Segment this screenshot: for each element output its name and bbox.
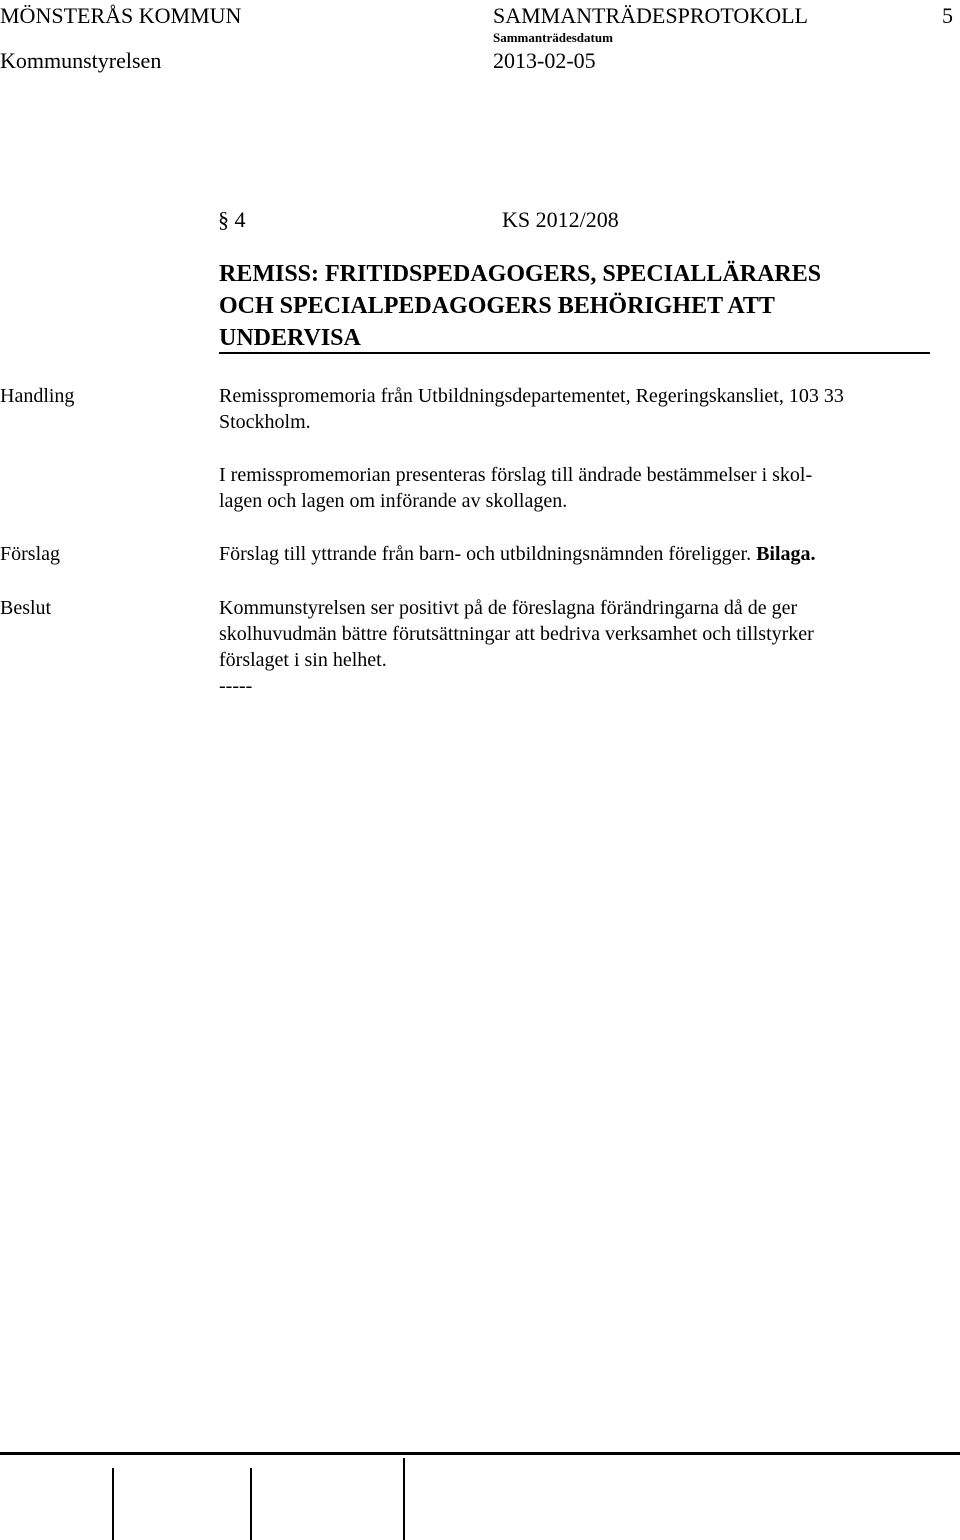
case-number: KS 2012/208: [502, 207, 619, 232]
end-marker: -----: [219, 675, 253, 697]
title-line-3: UNDERVISA: [219, 325, 361, 351]
handling-text-line-2: Stockholm.: [219, 411, 311, 433]
title-underline: [219, 352, 930, 354]
board-name: Kommunstyrelsen: [0, 48, 162, 73]
paragraph-heading: [218, 207, 246, 233]
signature-divider-1: [112, 1468, 114, 1540]
forslag-attachment: Bilaga.: [756, 543, 816, 565]
handling-detail-line-2: lagen och lagen om införande av skollagen.: [219, 490, 568, 512]
municipality-name: MÖNSTERÅS KOMMUN: [0, 3, 242, 28]
handling-label: Handling: [0, 385, 75, 407]
meeting-date: 2013-02-05: [493, 48, 596, 73]
document-type: SAMMANTRÄDESPROTOKOLL: [493, 3, 808, 28]
page-number: 5: [942, 3, 953, 28]
beslut-text-line-2: skolhuvudmän bättre förutsättningar att bedriva verksamhet och tillstyrker: [219, 623, 814, 645]
signature-divider-2: [250, 1468, 252, 1540]
title-line-2: OCH SPECIALPEDAGOGERS BEHÖRIGHET ATT: [219, 293, 775, 319]
signature-divider-3: [403, 1458, 405, 1540]
beslut-text-line-3: förslaget i sin helhet.: [219, 649, 387, 671]
handling-detail-line-1: I remisspromemorian presenteras förslag till ändrade bestämmelser i skol-: [219, 464, 813, 486]
title-line-1: REMISS: FRITIDSPEDAGOGERS, SPECIALLÄRARES: [219, 261, 822, 287]
paragraph-symbol: §: [218, 207, 229, 232]
paragraph-number: 4: [234, 207, 246, 232]
forslag-text-main: Förslag till yttrande från barn- och utbildningsnämnden föreligger.: [219, 543, 752, 565]
beslut-text-line-1: Kommunstyrelsen ser positivt på de föreslagna förändringarna då de ger: [219, 597, 798, 619]
forslag-label: Förslag: [0, 543, 60, 565]
date-label: Sammanträdesdatum: [493, 30, 613, 45]
forslag-text: [219, 541, 816, 567]
handling-text-line-1: Remisspromemoria från Utbildningsdepartementet, Regeringskansliet, 103 33: [219, 385, 844, 407]
footer-top-rule: [0, 1452, 960, 1455]
beslut-label: Beslut: [0, 597, 52, 619]
